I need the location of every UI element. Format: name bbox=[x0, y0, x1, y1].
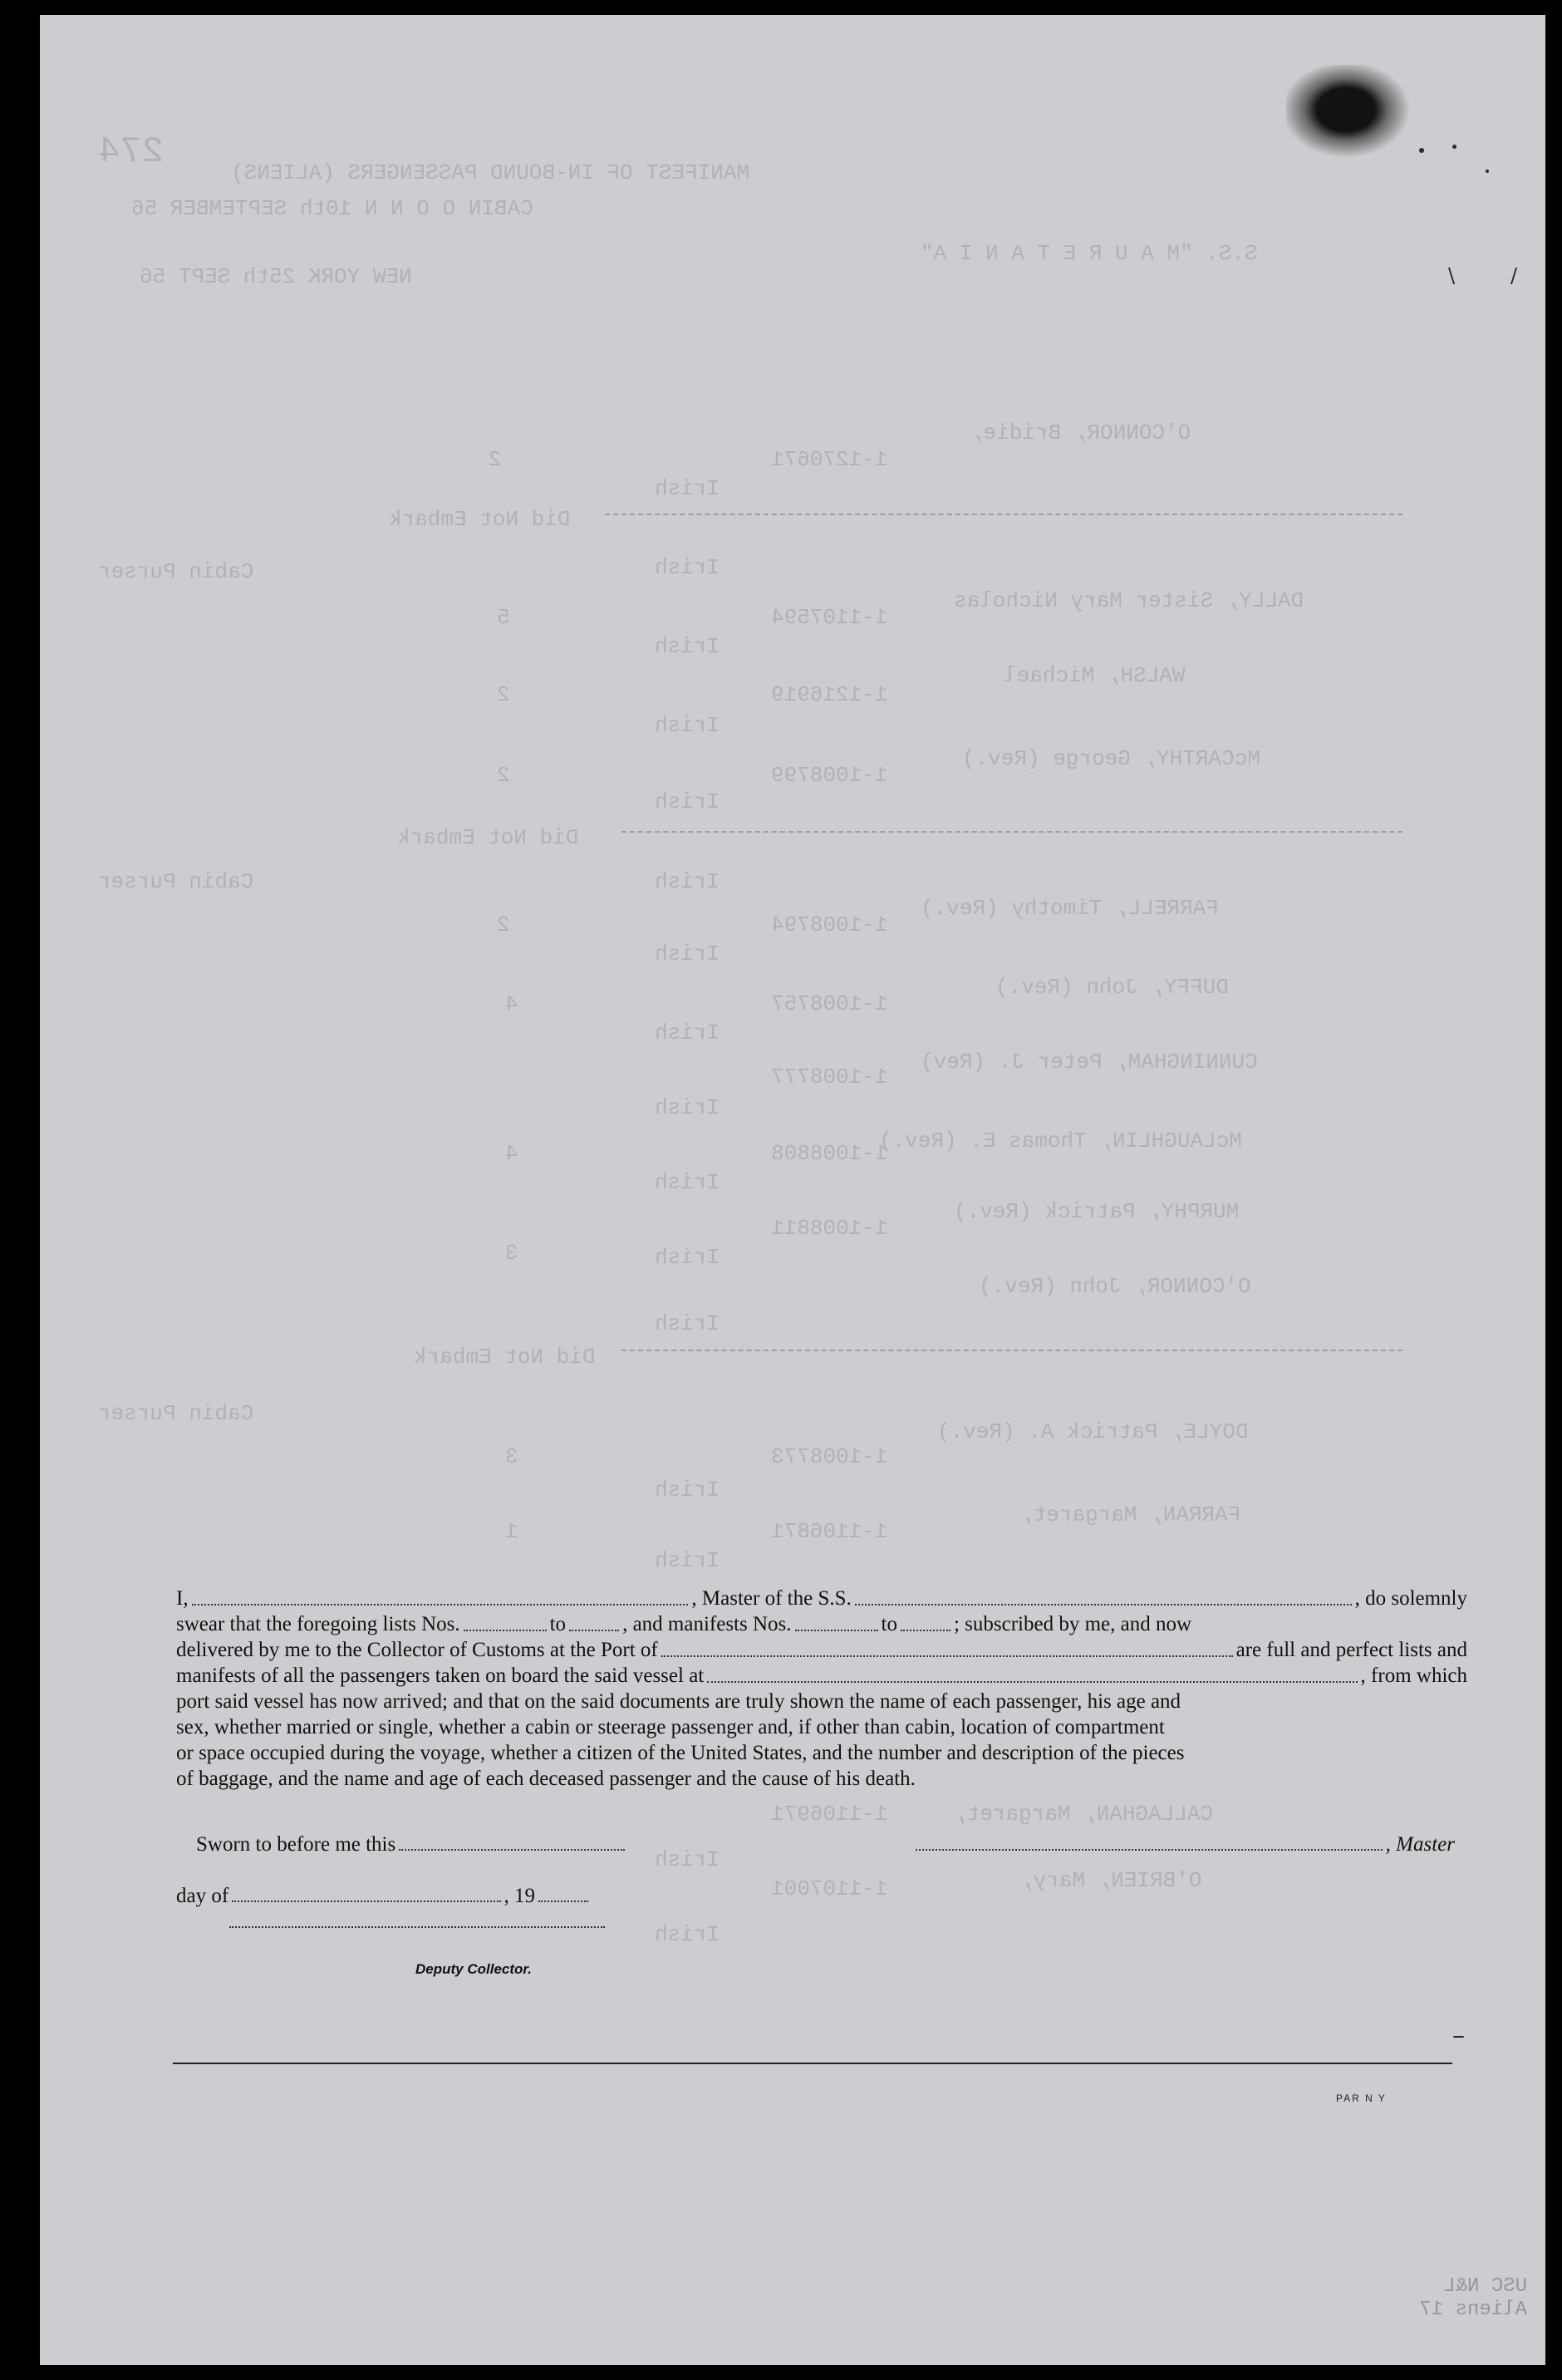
bleed-row: Irish bbox=[655, 713, 720, 738]
bleed-header-3: NEW YORK 25th SEPT 56 bbox=[140, 264, 412, 289]
bleed-row: FARRELL, Timothy (Rev.) bbox=[921, 896, 1219, 921]
bleed-row: Irish bbox=[655, 634, 720, 659]
bleed-header-4: S.S. "M A U R E T A N I A" bbox=[921, 241, 1258, 266]
manifests-to-field[interactable] bbox=[901, 1611, 950, 1631]
bottom-rule bbox=[173, 2063, 1452, 2064]
oath-text: to bbox=[549, 1613, 567, 1635]
divider-line bbox=[605, 514, 1402, 515]
bleed-row: O'CONNOR, John (Rev.) bbox=[979, 1274, 1251, 1299]
bleed-row: Irish bbox=[655, 942, 720, 966]
sworn-label: Sworn to before me this bbox=[196, 1833, 396, 1856]
bleed-purser: Cabin Purser bbox=[98, 1401, 254, 1426]
bleed-row: WALSH, Michael bbox=[1004, 663, 1186, 688]
bleed-row: O'CONNOR, Bridie, bbox=[970, 420, 1191, 445]
master-name-field[interactable] bbox=[192, 1586, 689, 1606]
bleed-row: 1 bbox=[505, 1519, 518, 1544]
ink-spot bbox=[1486, 170, 1489, 173]
margin-mark: / bbox=[1510, 264, 1518, 288]
bleed-row: 1-1270671 bbox=[771, 447, 888, 472]
bleed-row: Irish bbox=[655, 789, 720, 814]
bleed-row: McCARTHY, George (Rev.) bbox=[962, 746, 1260, 771]
bleed-stamp-number: 274 bbox=[98, 131, 165, 173]
bleed-row: DUFFY, John (Rev.) bbox=[995, 975, 1229, 1000]
day-label: day of bbox=[176, 1885, 229, 1907]
oath-text: I, bbox=[176, 1587, 189, 1610]
sworn-row bbox=[196, 1833, 628, 1856]
day-row bbox=[176, 1885, 592, 1908]
oath-text: , do solemnly bbox=[1354, 1587, 1468, 1610]
bleed-row: 1-1107594 bbox=[771, 605, 888, 630]
bleed-row: 2 bbox=[489, 447, 502, 472]
manifests-from-field[interactable] bbox=[795, 1611, 878, 1631]
lists-to-field[interactable] bbox=[569, 1611, 619, 1631]
master-signature-field[interactable] bbox=[916, 1833, 1383, 1851]
ink-spot bbox=[1419, 148, 1424, 153]
master-signature-row bbox=[912, 1833, 1455, 1856]
lists-from-field[interactable] bbox=[464, 1611, 547, 1631]
bleed-row: 2 bbox=[497, 912, 510, 937]
bleed-row: 1-1008811 bbox=[771, 1216, 888, 1241]
bleed-row: 3 bbox=[505, 1444, 518, 1469]
divider-line bbox=[621, 831, 1402, 833]
sworn-date-field[interactable] bbox=[399, 1833, 625, 1851]
bleed-not-embark: Did Not Embark bbox=[414, 1345, 596, 1369]
oath-text: , from which bbox=[1360, 1665, 1467, 1687]
bleed-row: 1-1008799 bbox=[771, 763, 888, 788]
bleed-row: 1-1008773 bbox=[771, 1444, 888, 1469]
bleed-row: CALLAGHAN, Margaret, bbox=[954, 1802, 1214, 1827]
bleed-purser: Cabin Purser bbox=[98, 869, 254, 894]
oath-text: to bbox=[881, 1613, 897, 1635]
form-code: PAR N Y bbox=[1336, 2092, 1387, 2104]
bleed-row: MURPHY, Patrick (Rev.) bbox=[954, 1199, 1240, 1224]
bleed-row: Irish bbox=[655, 869, 720, 894]
bleed-row: DALLY, Sister Mary Nicholas bbox=[954, 588, 1304, 613]
manifest-page bbox=[40, 15, 1545, 2365]
oath-text: of baggage, and the name and age of each deceased passenger and the cause of his death. bbox=[176, 1768, 916, 1790]
torn-corner-stain bbox=[1286, 65, 1419, 165]
year-label: , 19 bbox=[503, 1885, 535, 1907]
oath-line-4 bbox=[176, 1663, 1467, 1689]
day-month-field[interactable] bbox=[232, 1885, 500, 1902]
oath-text: manifests of all the passengers taken on board the said vessel at bbox=[176, 1665, 705, 1687]
bleed-row: Irish bbox=[655, 1922, 720, 1947]
bleed-row: Irish bbox=[655, 1170, 720, 1195]
bleed-row: 2 bbox=[497, 682, 510, 707]
deputy-row bbox=[226, 1926, 608, 1934]
oath-text: , Master of the S.S. bbox=[691, 1587, 852, 1610]
ink-spot bbox=[1452, 145, 1456, 149]
bleed-row: O'BRIEN, Mary, bbox=[1020, 1868, 1202, 1893]
corner-archive-note: USC N&L Aliens 17 bbox=[1419, 2275, 1527, 2321]
bleed-not-embark: Did Not Embark bbox=[389, 507, 571, 532]
bleed-not-embark: Did Not Embark bbox=[397, 825, 579, 850]
oath-paragraph bbox=[176, 1586, 1467, 1792]
port-field[interactable] bbox=[661, 1637, 1233, 1657]
oath-text: delivered by me to the Collector of Customs at the Port of bbox=[176, 1639, 658, 1661]
ship-name-field[interactable] bbox=[855, 1586, 1352, 1606]
master-label: , Master bbox=[1385, 1833, 1455, 1856]
bleed-row: 1-1008757 bbox=[771, 991, 888, 1016]
deputy-collector-label: Deputy Collector. bbox=[415, 1961, 532, 1977]
oath-text: port said vessel has now arrived; and that on the said documents are truly shown the name of each passenger, his age and bbox=[176, 1690, 1181, 1713]
oath-line-6 bbox=[176, 1714, 1467, 1740]
deputy-signature-field[interactable] bbox=[229, 1926, 605, 1928]
bleed-row: 1-1008808 bbox=[771, 1141, 888, 1166]
bleed-row: 3 bbox=[505, 1241, 518, 1266]
bleed-row: Irish bbox=[655, 1245, 720, 1270]
year-field[interactable] bbox=[538, 1885, 588, 1902]
oath-text: are full and perfect lists and bbox=[1235, 1639, 1467, 1661]
oath-line-7 bbox=[176, 1740, 1467, 1766]
bleed-row: 4 bbox=[505, 1141, 518, 1166]
bleed-purser: Cabin Purser bbox=[98, 559, 254, 584]
bleed-row: Irish bbox=[655, 476, 720, 501]
divider-line bbox=[621, 1350, 1402, 1351]
bleed-row: 1-1106871 bbox=[771, 1519, 888, 1544]
bleed-row: 1-1107001 bbox=[771, 1876, 888, 1901]
bleed-row: 5 bbox=[497, 605, 510, 630]
bleed-row: FARRAN, Margaret, bbox=[1020, 1502, 1241, 1527]
margin-mark: – bbox=[1452, 2021, 1465, 2050]
oath-line-1 bbox=[176, 1586, 1467, 1611]
bleed-row: Irish bbox=[655, 1020, 720, 1045]
oath-text: , and manifests Nos. bbox=[622, 1613, 792, 1635]
bleed-header-2: CABIN O O N N 10th SEPTEMBER 56 bbox=[131, 196, 533, 221]
departure-port-field[interactable] bbox=[707, 1663, 1357, 1683]
oath-line-2 bbox=[176, 1611, 1467, 1637]
bleed-row: 1-1008777 bbox=[771, 1065, 888, 1089]
oath-line-5 bbox=[176, 1689, 1467, 1714]
bleed-row: CUNNINGHAM, Peter J. (Rev) bbox=[921, 1050, 1258, 1074]
oath-text: or space occupied during the voyage, whether a citizen of the United States, and the number and description of the pieces bbox=[176, 1742, 1185, 1764]
bleed-row: Irish bbox=[655, 1311, 720, 1336]
oath-line-3 bbox=[176, 1637, 1467, 1663]
bleed-row: McLAUGHLIN, Thomas E. (Rev.) bbox=[879, 1129, 1242, 1153]
bleed-row: Irish bbox=[655, 1095, 720, 1120]
oath-line-8 bbox=[176, 1766, 1467, 1792]
bleed-row: DOYLE, Patrick A. (Rev.) bbox=[937, 1419, 1249, 1444]
oath-text: ; subscribed by me, and now bbox=[953, 1613, 1192, 1635]
bleed-row: 4 bbox=[505, 991, 518, 1016]
oath-text: swear that the foregoing lists Nos. bbox=[176, 1613, 460, 1635]
bleed-header-1: MANIFEST OF IN-BOUND PASSENGERS (ALIENS) bbox=[231, 160, 750, 185]
oath-text: sex, whether married or single, whether a cabin or steerage passenger and, if other than cabin, location of compartment bbox=[176, 1716, 1165, 1738]
bleed-row: Irish bbox=[655, 555, 720, 580]
bleed-row: 1-1106971 bbox=[771, 1802, 888, 1827]
bleed-row: 2 bbox=[497, 763, 510, 788]
bleed-row: Irish bbox=[655, 1847, 720, 1872]
margin-mark: \ bbox=[1448, 264, 1456, 288]
bleed-row: 1-1008794 bbox=[771, 912, 888, 937]
bleed-row: Irish bbox=[655, 1478, 720, 1502]
bleed-row: 1-1216919 bbox=[771, 682, 888, 707]
bleed-row: Irish bbox=[655, 1548, 720, 1573]
